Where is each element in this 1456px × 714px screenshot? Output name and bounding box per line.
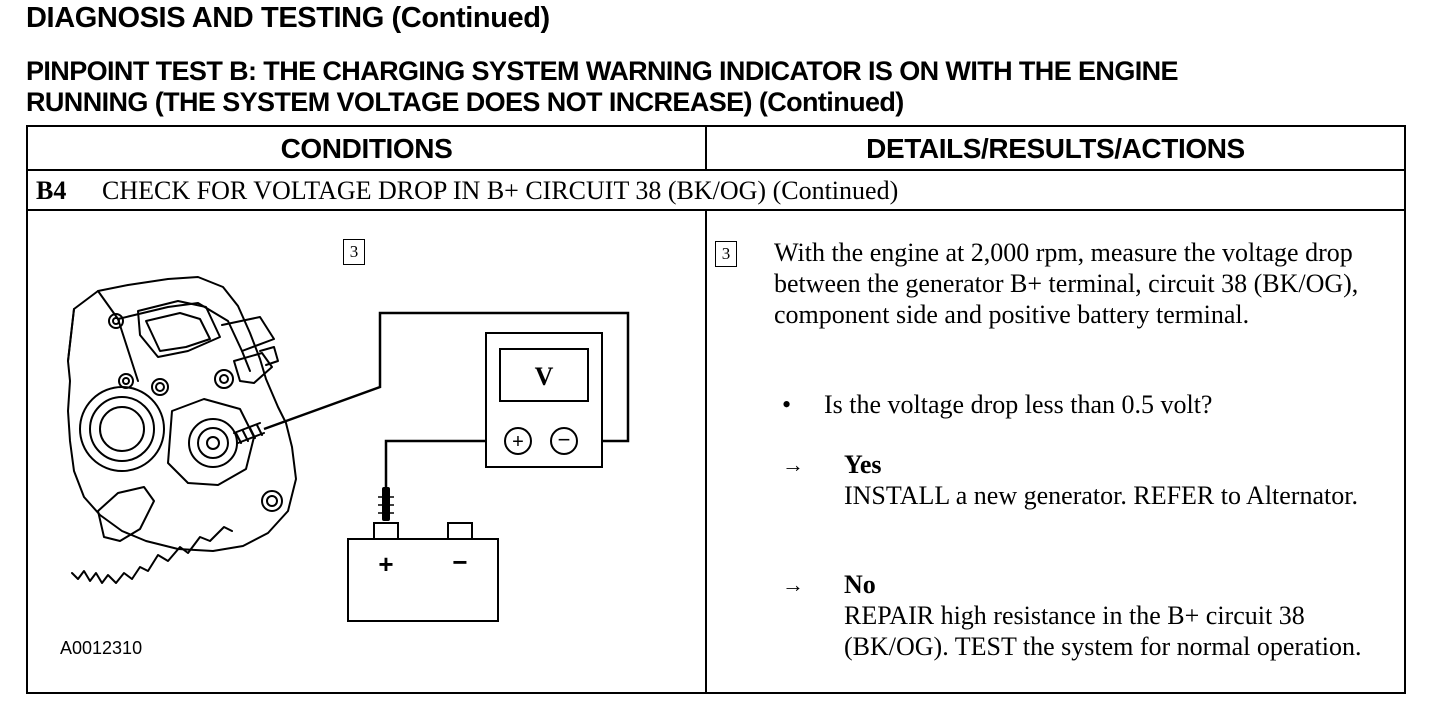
figure-reference-number: 3 <box>343 239 365 265</box>
answer-no-label: No <box>844 570 876 599</box>
step-title: CHECK FOR VOLTAGE DROP IN B+ CIRCUIT 38 (BK/OG) (Continued) <box>102 176 899 205</box>
voltmeter-minus-sign: − <box>557 427 571 452</box>
right-arrow-icon: → <box>782 572 804 597</box>
question-text: Is the voltage drop less than 0.5 volt? <box>824 390 1213 419</box>
table-header-row <box>28 127 1404 171</box>
battery-minus-sign: − <box>452 547 468 577</box>
test-heading <box>26 56 1426 118</box>
page-title: DIAGNOSIS AND TESTING (Continued) <box>26 2 550 34</box>
details-reference-number: 3 <box>715 241 737 267</box>
step-number: B4 <box>36 176 67 205</box>
battery-plus-sign: + <box>378 549 394 579</box>
answer-yes-label: Yes <box>844 450 882 479</box>
details-column-header: DETAILS/RESULTS/ACTIONS <box>866 133 1245 164</box>
details-cell <box>707 211 1404 692</box>
pinpoint-test-table <box>26 125 1406 694</box>
conditions-cell <box>28 211 707 692</box>
battery-clip <box>382 487 390 521</box>
voltmeter-plus-sign: + <box>512 431 524 453</box>
battery-body <box>348 539 498 621</box>
question-row <box>782 389 1212 420</box>
figure-id: A0012310 <box>60 638 143 658</box>
conditions-column-header: CONDITIONS <box>28 127 707 169</box>
battery-positive-post <box>374 523 398 539</box>
bullet-icon: • <box>782 390 792 419</box>
test-heading-line-1: PINPOINT TEST B: THE CHARGING SYSTEM WARNING INDICATOR IS ON WITH THE ENGINE <box>26 56 1178 86</box>
step-row <box>28 171 1404 211</box>
right-arrow-icon: → <box>782 452 804 477</box>
test-instruction: With the engine at 2,000 rpm, measure the voltage drop between the generator B+ terminal, circuit 38 (BK/OG), component side and positive battery terminal. <box>774 238 1359 329</box>
answer-yes-action: INSTALL a new generator. REFER to Alternator. <box>844 481 1358 510</box>
voltmeter-label: V <box>534 362 554 391</box>
battery-negative-post <box>448 523 472 539</box>
answer-no-action: REPAIR high resistance in the B+ circuit 38 (BK/OG). TEST the system for normal operation. <box>844 601 1362 661</box>
generator-voltage-drop-illustration <box>28 211 705 691</box>
test-heading-line-2: RUNNING (THE SYSTEM VOLTAGE DOES NOT INCREASE) (Continued) <box>26 87 904 117</box>
